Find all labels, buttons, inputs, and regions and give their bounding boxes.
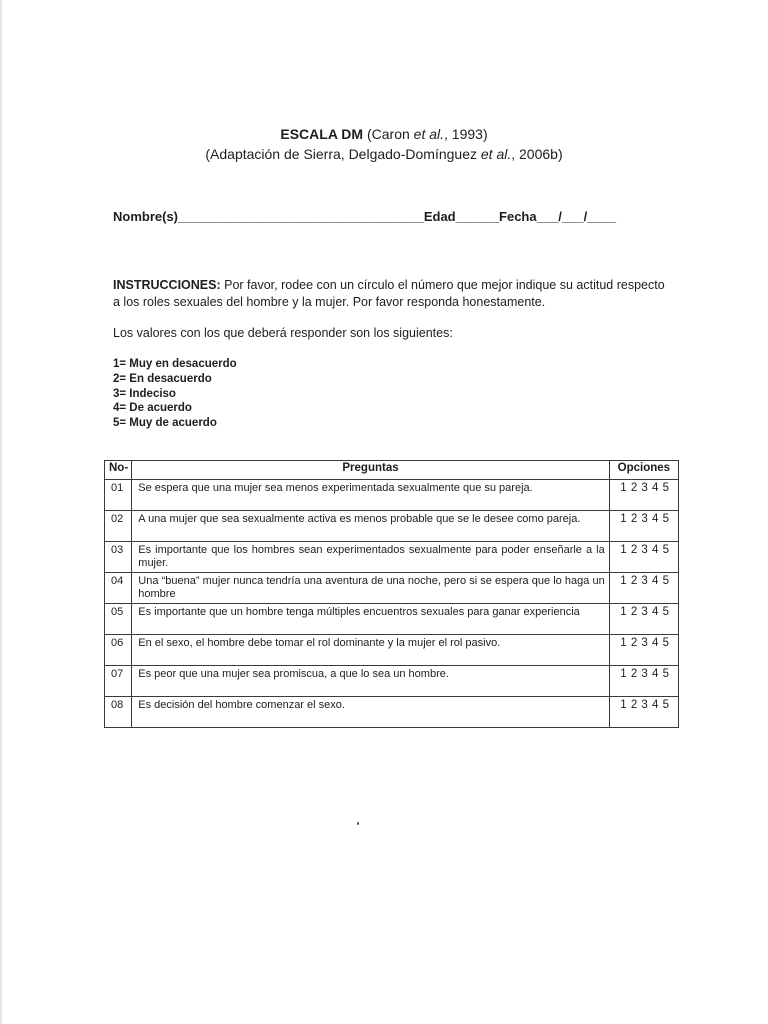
row-number: 08 <box>105 697 132 728</box>
personal-data-row <box>113 209 673 224</box>
title-citation-suffix: , 1993) <box>444 126 488 142</box>
question-text: A una mujer que sea sexualmente activa es menos probable que se le desee como pareja. <box>138 513 581 525</box>
question-text: Es peor que una mujer sea promiscua, a que lo sea un hombre. <box>138 668 449 680</box>
subtitle-prefix: (Adaptación de Sierra, Delgado-Domínguez <box>205 146 481 162</box>
table-row <box>105 666 679 697</box>
row-number: 02 <box>105 511 132 542</box>
questions-table <box>104 460 679 728</box>
name-field-blank[interactable]: __________________________________ <box>178 209 424 224</box>
scale-item: 5= Muy de acuerdo <box>113 417 217 430</box>
row-question <box>132 542 609 573</box>
table-row <box>105 542 679 573</box>
title-line <box>0 124 768 144</box>
row-question <box>132 604 609 635</box>
table-header-row <box>105 461 679 480</box>
row-number: 04 <box>105 573 132 604</box>
table-row <box>105 573 679 604</box>
scale-item: 4= De acuerdo <box>113 402 192 415</box>
instructions-label: INSTRUCCIONES: <box>113 278 221 292</box>
row-question <box>132 666 609 697</box>
question-text: Es importante que los hombres sean experimentados sexualmente para poder enseñarle a la mujer. <box>138 544 605 569</box>
header-questions: Preguntas <box>132 461 609 480</box>
table-row <box>105 697 679 728</box>
name-label: Nombre(s) <box>113 209 179 224</box>
row-question <box>132 480 609 511</box>
row-number: 03 <box>105 542 132 573</box>
row-options[interactable]: 1 2 3 4 5 <box>609 573 678 604</box>
title-citation-italic: et al. <box>413 126 445 142</box>
question-text: Es decisión del hombre comenzar el sexo. <box>138 699 345 711</box>
question-text: Es importante que un hombre tenga múltiples encuentros sexuales para ganar experiencia <box>138 606 580 618</box>
scale-item: 2= En desacuerdo <box>113 372 212 385</box>
row-options[interactable]: 1 2 3 4 5 <box>609 697 678 728</box>
age-field-blank[interactable]: ______ <box>455 209 500 224</box>
row-question <box>132 573 609 604</box>
row-number: 07 <box>105 666 132 697</box>
table-row <box>105 635 679 666</box>
row-question <box>132 635 609 666</box>
header-no: No- <box>105 461 132 480</box>
row-options[interactable]: 1 2 3 4 5 <box>609 480 678 511</box>
question-text: Se espera que una mujer sea menos experimentada sexualmente que su pareja. <box>138 482 533 494</box>
row-question <box>132 697 609 728</box>
scale-item: 3= Indeciso <box>113 387 176 400</box>
row-options[interactable]: 1 2 3 4 5 <box>609 604 678 635</box>
date-field-blank[interactable]: ___/___/____ <box>536 209 617 224</box>
scan-speck <box>357 822 359 825</box>
row-number: 06 <box>105 635 132 666</box>
values-intro: Los valores con los que deberá responder son los siguientes: <box>113 326 453 340</box>
scale-item: 1= Muy en desacuerdo <box>113 358 237 370</box>
row-options[interactable]: 1 2 3 4 5 <box>609 511 678 542</box>
title-block <box>0 124 768 164</box>
date-label: Fecha <box>499 209 537 224</box>
subtitle-suffix: , 2006b) <box>511 146 563 162</box>
table-row <box>105 480 679 511</box>
table-row <box>105 604 679 635</box>
table-row <box>105 511 679 542</box>
row-question <box>132 511 609 542</box>
instructions-text: Por favor, rodee con un círculo el número que mejor indique su actitud respecto a los roles sexuales del hombre y la mujer. Por favor responda honestamente. <box>113 278 665 309</box>
row-options[interactable]: 1 2 3 4 5 <box>609 635 678 666</box>
row-options[interactable]: 1 2 3 4 5 <box>609 542 678 573</box>
age-label: Edad <box>423 209 456 224</box>
row-number: 05 <box>105 604 132 635</box>
scale-legend <box>113 357 237 431</box>
row-options[interactable]: 1 2 3 4 5 <box>609 666 678 697</box>
subtitle-line <box>0 144 768 164</box>
question-text: En el sexo, el hombre debe tomar el rol dominante y la mujer el rol pasivo. <box>138 637 501 649</box>
header-options: Opciones <box>609 461 678 480</box>
instructions-paragraph <box>113 277 673 311</box>
row-number: 01 <box>105 480 132 511</box>
question-text: Una “buena” mujer nunca tendría una aventura de una noche, pero si se espera que lo haga un hombre <box>138 575 605 600</box>
subtitle-italic: et al. <box>480 146 512 162</box>
title-citation-prefix: (Caron <box>366 126 414 142</box>
document-title: ESCALA DM <box>280 126 364 142</box>
